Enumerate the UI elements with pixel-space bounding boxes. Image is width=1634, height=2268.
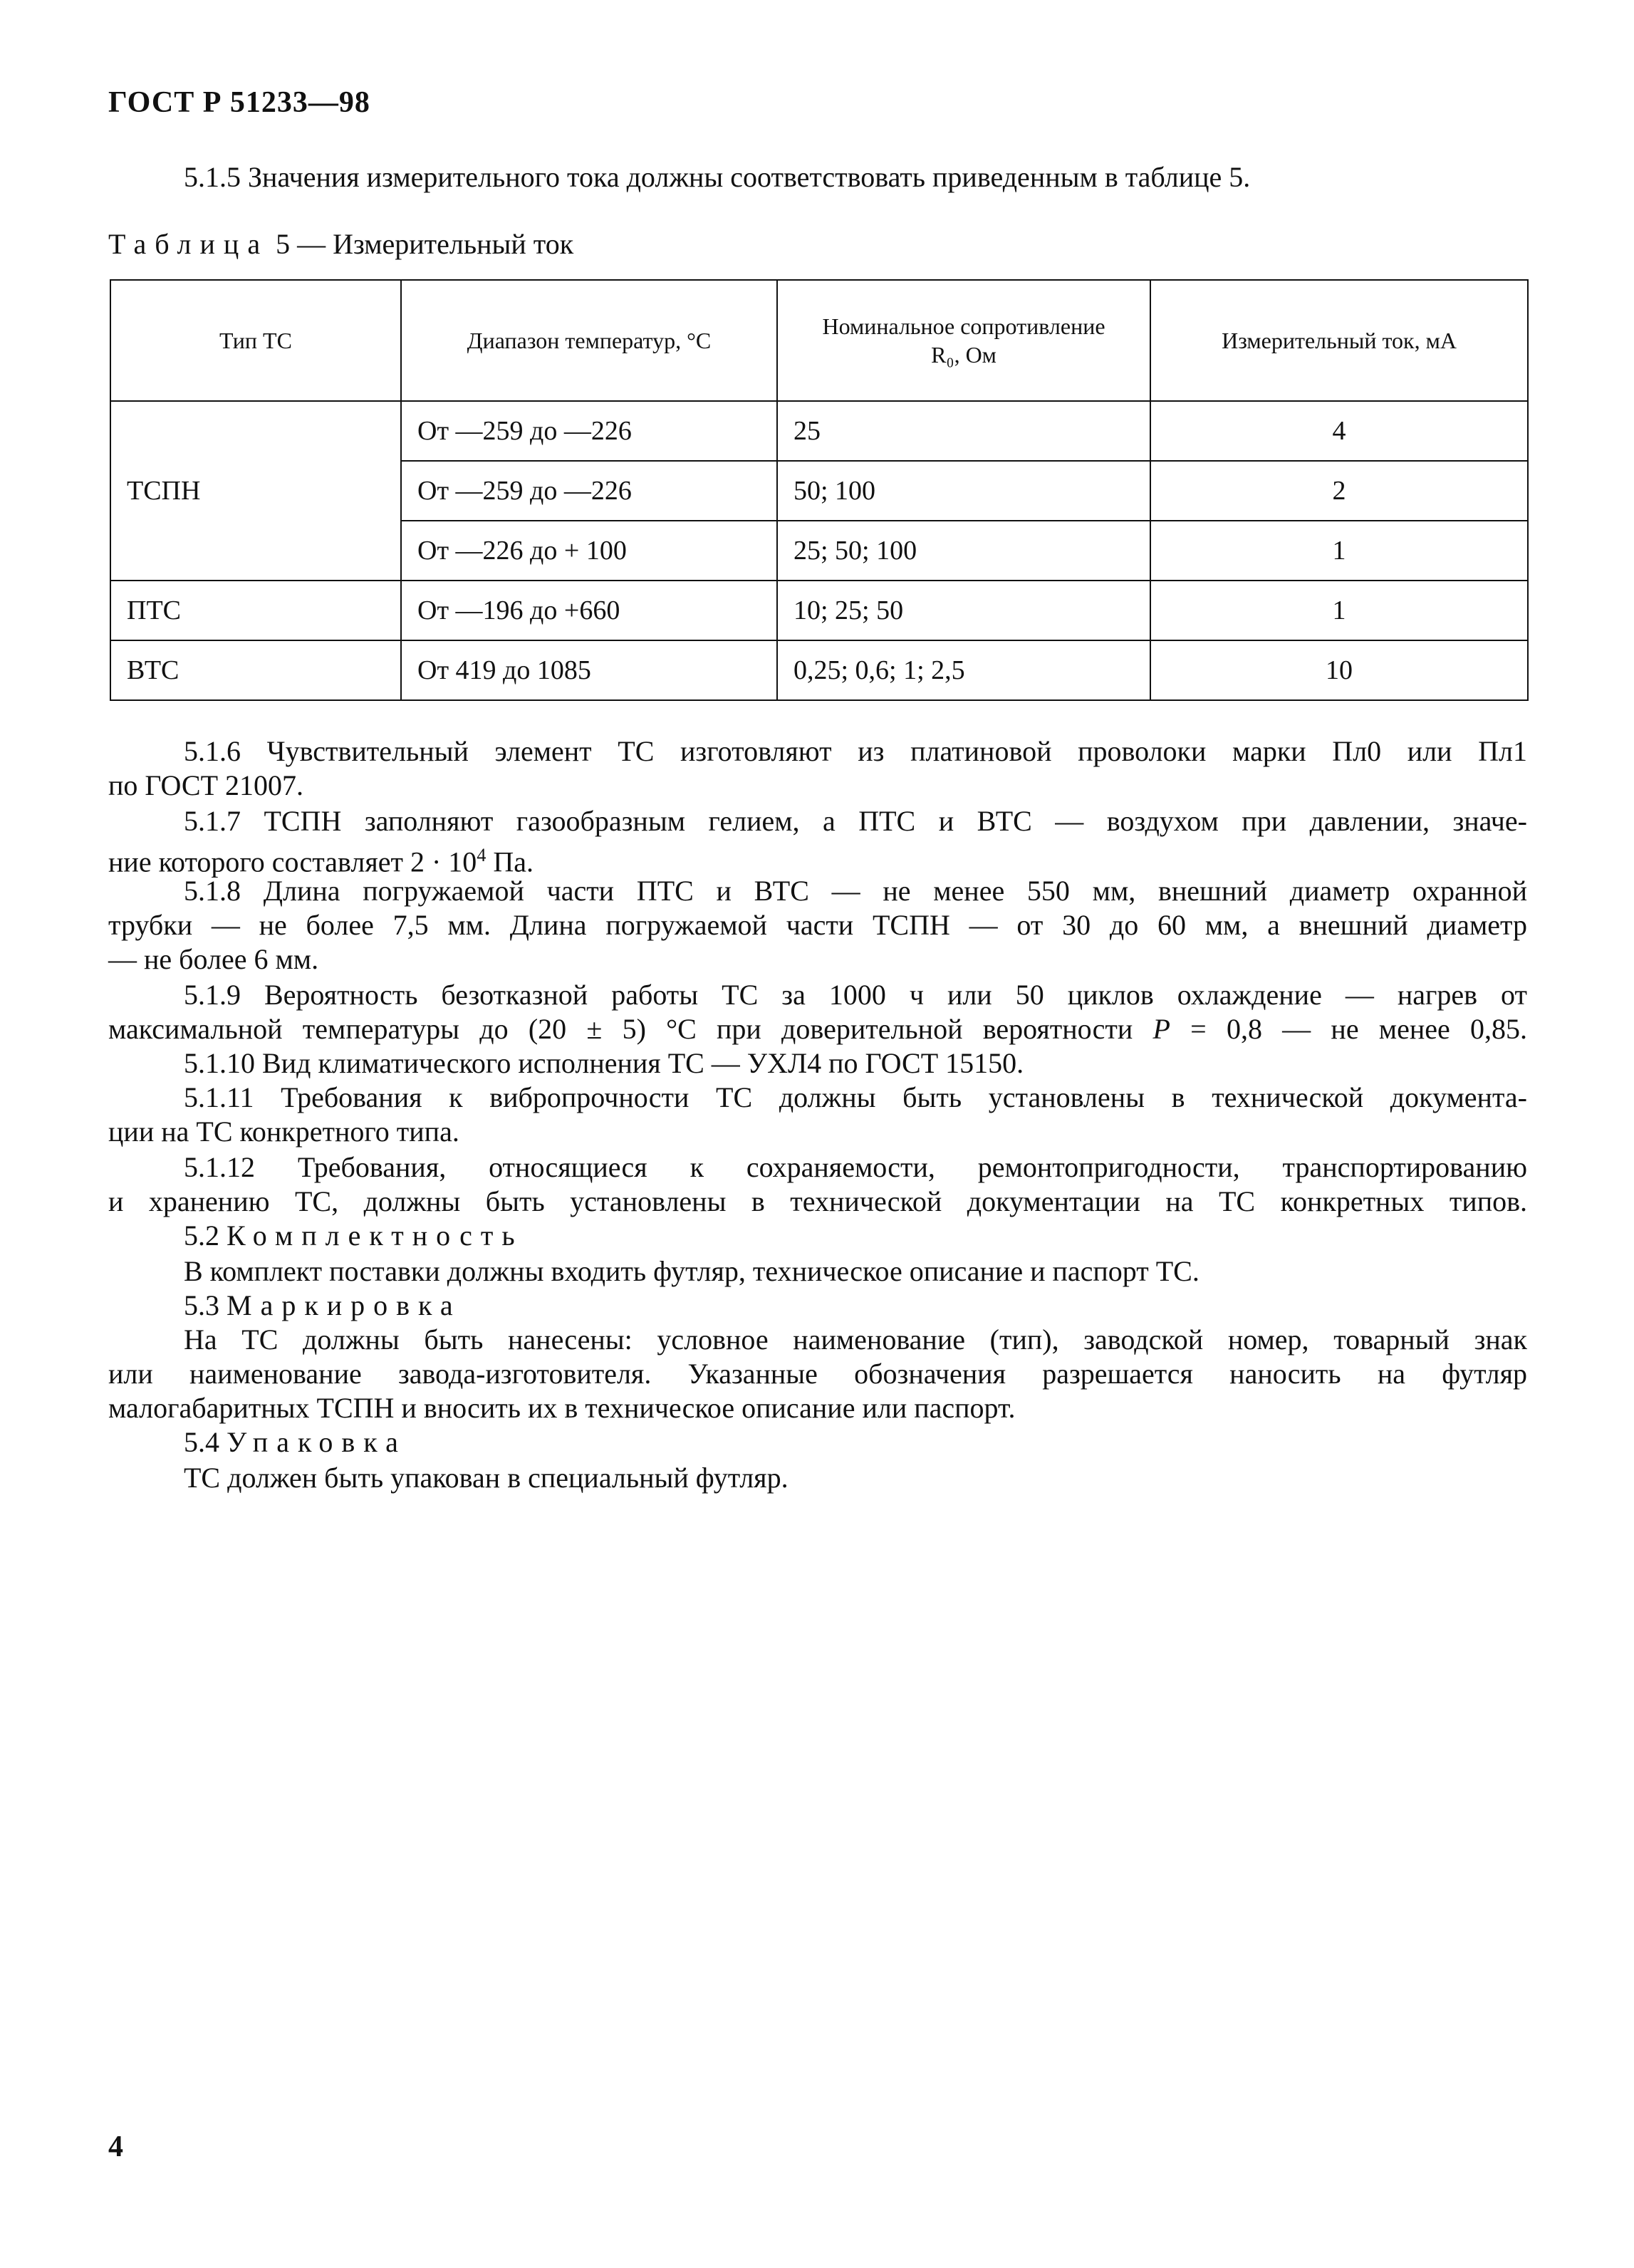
paragraph-5-1-8-line3: — не более 6 мм. (108, 943, 319, 975)
paragraph-5-1-7-line1: 5.1.7 ТСПН заполняют газообразным гелием, а ПТС и ВТС — воздухом при давлении, значе- (184, 805, 1527, 837)
cell-type: ТСПН (110, 401, 401, 581)
cell-resistance: 0,25; 0,6; 1; 2,5 (777, 640, 1150, 700)
table-caption-word: Таблица (108, 228, 269, 260)
paragraph-5-1-8-line1: 5.1.8 Длина погружаемой части ПТС и ВТС — не менее 550 мм, внешний диаметр охранной (184, 875, 1527, 907)
paragraph-5-1-9-line1: 5.1.9 Вероятность безотказной работы ТС за 1000 ч или 50 циклов охлаждение — нагрев от (184, 979, 1527, 1011)
section-5-3-line2: или наименование завода-изготовителя. Указанные обозначения разрешается наносить на футляр (108, 1358, 1527, 1390)
paragraph-5-1-10: 5.1.10 Вид климатического исполнения ТС — УХЛ4 по ГОСТ 15150. (184, 1047, 1024, 1079)
header-type: Тип ТС (110, 280, 401, 401)
cell-range: От —259 до —226 (401, 461, 777, 521)
header-resistance (777, 280, 1150, 401)
cell-type: ПТС (110, 581, 401, 640)
paragraph-5-1-11-line2: ции на ТС конкретного типа. (108, 1115, 459, 1148)
document-header: ГОСТ Р 51233—98 (108, 86, 370, 119)
cell-range: От —226 до + 100 (401, 521, 777, 581)
paragraph-5-1-6-line2: по ГОСТ 21007. (108, 769, 304, 801)
cell-range: От —196 до +660 (401, 581, 777, 640)
paragraph-5-1-6-line1: 5.1.6 Чувствительный элемент ТС изготовляют из платиновой проволоки марки Пл0 или Пл1 (184, 735, 1527, 767)
cell-current: 1 (1150, 521, 1528, 581)
cell-current: 1 (1150, 581, 1528, 640)
section-5-3-line3: малогабаритных ТСПН и вносить их в техническое описание или паспорт. (108, 1392, 1016, 1424)
paragraph-5-1-11-line1: 5.1.11 Требования к вибропрочности ТС должны быть установлены в технической документа- (184, 1081, 1527, 1113)
cell-resistance: 50; 100 (777, 461, 1150, 521)
table-row (110, 640, 1528, 700)
cell-resistance: 10; 25; 50 (777, 581, 1150, 640)
section-5-4-heading: 5.4 Упаковка (184, 1426, 407, 1458)
header-range: Диапазон температур, °С (401, 280, 777, 401)
section-5-4-text: ТС должен быть упакован в специальный футляр. (184, 1462, 789, 1494)
cell-current: 2 (1150, 461, 1528, 521)
paragraph-5-1-7-line2: ние которого составляет $2 \cdot 10^4$ Па. (108, 845, 534, 878)
table-row (110, 581, 1528, 640)
header-resistance-line2: R₀, Ом (931, 342, 996, 368)
table-caption (108, 228, 573, 261)
section-5-3-heading: 5.3 Маркировка (184, 1289, 462, 1321)
paragraph-5-1-9-line2: максимальной температуры до (20 ± 5) °С при доверительной вероятности P = 0,8 — не менее 0,85. (108, 1013, 1528, 1045)
section-5-2-text: В комплект поставки должны входить футляр, техническое описание и паспорт ТС. (184, 1255, 1200, 1287)
section-5-2-heading: 5.2 Комплектность (184, 1219, 524, 1252)
paragraph-5-1-5: 5.1.5 Значения измерительного тока должны соответствовать приведенным в таблице 5. (184, 161, 1251, 193)
cell-resistance: 25 (777, 401, 1150, 461)
cell-current: 4 (1150, 401, 1528, 461)
cell-type: ВТС (110, 640, 401, 700)
page-number: 4 (108, 2131, 123, 2163)
paragraph-5-1-12-line1: 5.1.12 Требования, относящиеся к сохраняемости, ремонтопригодности, транспортированию (184, 1151, 1527, 1183)
cell-range: От 419 до 1085 (401, 640, 777, 700)
cell-range: От —259 до —226 (401, 401, 777, 461)
header-resistance-line1: Номинальное сопротивление (822, 313, 1105, 339)
paragraph-5-1-12-line2: и хранению ТС, должны быть установлены в технической документации на ТС конкретных типов. (108, 1185, 1527, 1217)
cell-resistance: 25; 50; 100 (777, 521, 1150, 581)
table-row (110, 401, 1528, 461)
header-current: Измерительный ток, мА (1150, 280, 1528, 401)
section-5-3-line1: На ТС должны быть нанесены: условное наименование (тип), заводской номер, товарный знак (184, 1323, 1527, 1356)
cell-current: 10 (1150, 640, 1528, 700)
paragraph-5-1-8-line2: трубки — не более 7,5 мм. Длина погружаемой части ТСПН — от 30 до 60 мм, а внешний диаметр (108, 909, 1527, 941)
table-caption-title: 5 — Измерительный ток (276, 228, 574, 260)
table-header-row (110, 280, 1528, 401)
measuring-current-table (110, 279, 1529, 701)
